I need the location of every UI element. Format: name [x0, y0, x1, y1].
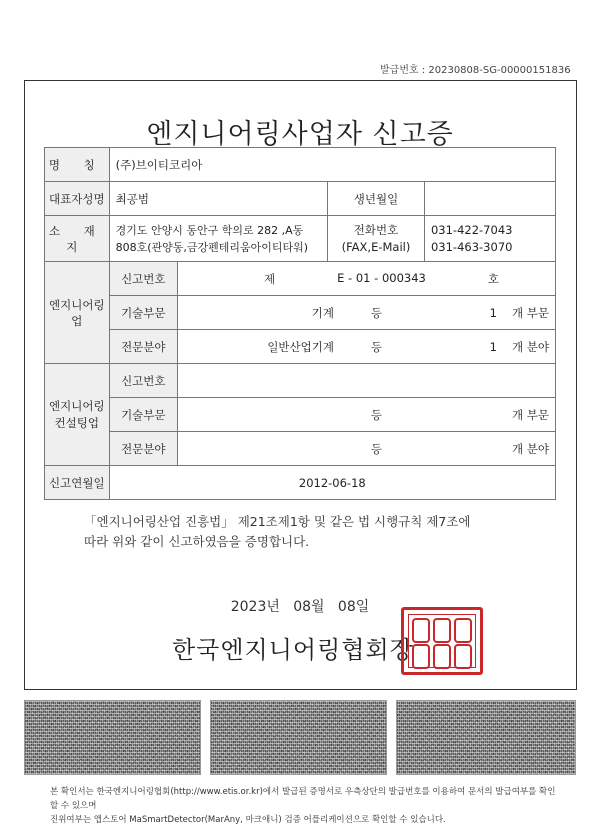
table-row: [45, 330, 556, 364]
issue-date: 2023년 08월 08일: [230, 599, 370, 615]
cons-tech-label: 기술부문: [109, 398, 177, 432]
table-row: [45, 398, 556, 432]
table-row: [45, 148, 556, 182]
cons-spec-value: [177, 432, 555, 466]
issuer-name: 한국엔지니어링협회장: [172, 636, 414, 664]
cons-spec-label: 전문분야: [109, 432, 177, 466]
cons-reg-label: 신고번호: [109, 364, 177, 398]
footer-line-1: 본 확인서는 한국엔지니어링협회(http://www.etis.or.kr)에서 발급된 증명서로 우측상단의 발급번호를 이용하여 문서의 발급여부를 확인 할 수 있으며: [50, 787, 556, 811]
tech-count: 1: [489, 305, 497, 320]
cons-tech-unit: 개 부문: [512, 407, 549, 422]
certification-statement: [84, 512, 524, 552]
footer-line-2: 진위여부는 앱스토어 MaSmartDetector(MarAny, 마크애니) 검증 어플리케이션으로 확인할 수 있습니다.: [50, 815, 446, 825]
footer-note: [50, 785, 560, 827]
phone-label-line-2: (FAX,E-Mail): [341, 239, 411, 254]
tech-unit: 개 부문: [512, 305, 549, 320]
cons-reg-value: [177, 364, 555, 398]
address-label: 소 재 지: [45, 216, 110, 262]
consulting-label-line-2: 컨설팅업: [54, 415, 100, 430]
phone-value: [424, 216, 555, 262]
table-row: [45, 364, 556, 398]
issue-number: 발급번호 : 20230808-SG-00000151836: [380, 65, 571, 76]
eng-tech-value: [177, 296, 555, 330]
reg-suffix: 호: [487, 271, 499, 286]
name-label: 명 칭: [45, 148, 110, 182]
spec-field: 일반산업기계: [267, 339, 334, 354]
table-row: [45, 182, 556, 216]
certificate-title: 엔지니어링사업자 신고증: [146, 119, 454, 150]
report-date-value: 2012-06-18: [109, 466, 555, 500]
eng-tech-label: 기술부문: [109, 296, 177, 330]
eng-spec-label: 전문분야: [109, 330, 177, 364]
address-line-1: 경기도 안양시 동안구 학의로 282 ,A동: [115, 223, 304, 237]
consulting-label-line-1: 엔지니어링: [49, 398, 105, 413]
engineering-group-label: 엔지니어링업: [45, 262, 110, 364]
table-row: [45, 216, 556, 262]
representative-value: 최공범: [109, 182, 327, 216]
report-date-label: 신고연월일: [45, 466, 110, 500]
statement-line-1: 「엔지니어링산업 진흥법」 제21조제1항 및 같은 법 시행규칙 제7조에: [84, 514, 471, 529]
cons-spec-unit: 개 분야: [512, 441, 549, 456]
table-row: [45, 262, 556, 296]
name-value: (주)브이티코리아: [109, 148, 555, 182]
spec-deung: 등: [370, 339, 382, 354]
table-row: [45, 296, 556, 330]
table-row: [45, 466, 556, 500]
eng-reg-value: [177, 262, 555, 296]
spec-unit: 개 분야: [512, 339, 549, 354]
certificate-table: [44, 147, 556, 500]
consulting-group-label: [45, 364, 110, 466]
cons-tech-deung: 등: [370, 407, 382, 422]
cons-tech-value: [177, 398, 555, 432]
verification-barcode-2: [210, 700, 387, 775]
official-seal: [401, 607, 483, 675]
table-row: [45, 432, 556, 466]
fax-number: 031-463-3070: [430, 239, 513, 254]
phone-number: 031-422-7043: [430, 222, 513, 237]
tech-field: 기계: [311, 305, 334, 320]
birth-value: [424, 182, 555, 216]
statement-line-2: 따라 위와 같이 신고하였음을 증명합니다.: [84, 534, 310, 549]
cons-spec-deung: 등: [370, 441, 382, 456]
verification-barcode-1: [24, 700, 201, 775]
address-line-2: 808호(관양동,금강펜테리움아이티타워): [115, 240, 309, 254]
spec-count: 1: [489, 339, 497, 354]
address-value: [109, 216, 327, 262]
birth-label: 생년월일: [327, 182, 424, 216]
eng-spec-value: [177, 330, 555, 364]
phone-label: [327, 216, 424, 262]
tech-deung: 등: [370, 305, 382, 320]
representative-label: 대표자성명: [45, 182, 110, 216]
reg-prefix: 제: [263, 271, 276, 286]
verification-barcode-3: [396, 700, 576, 775]
phone-label-line-1: 전화번호: [353, 222, 399, 237]
reg-number: E - 01 - 000343: [337, 270, 426, 285]
eng-reg-label: 신고번호: [109, 262, 177, 296]
